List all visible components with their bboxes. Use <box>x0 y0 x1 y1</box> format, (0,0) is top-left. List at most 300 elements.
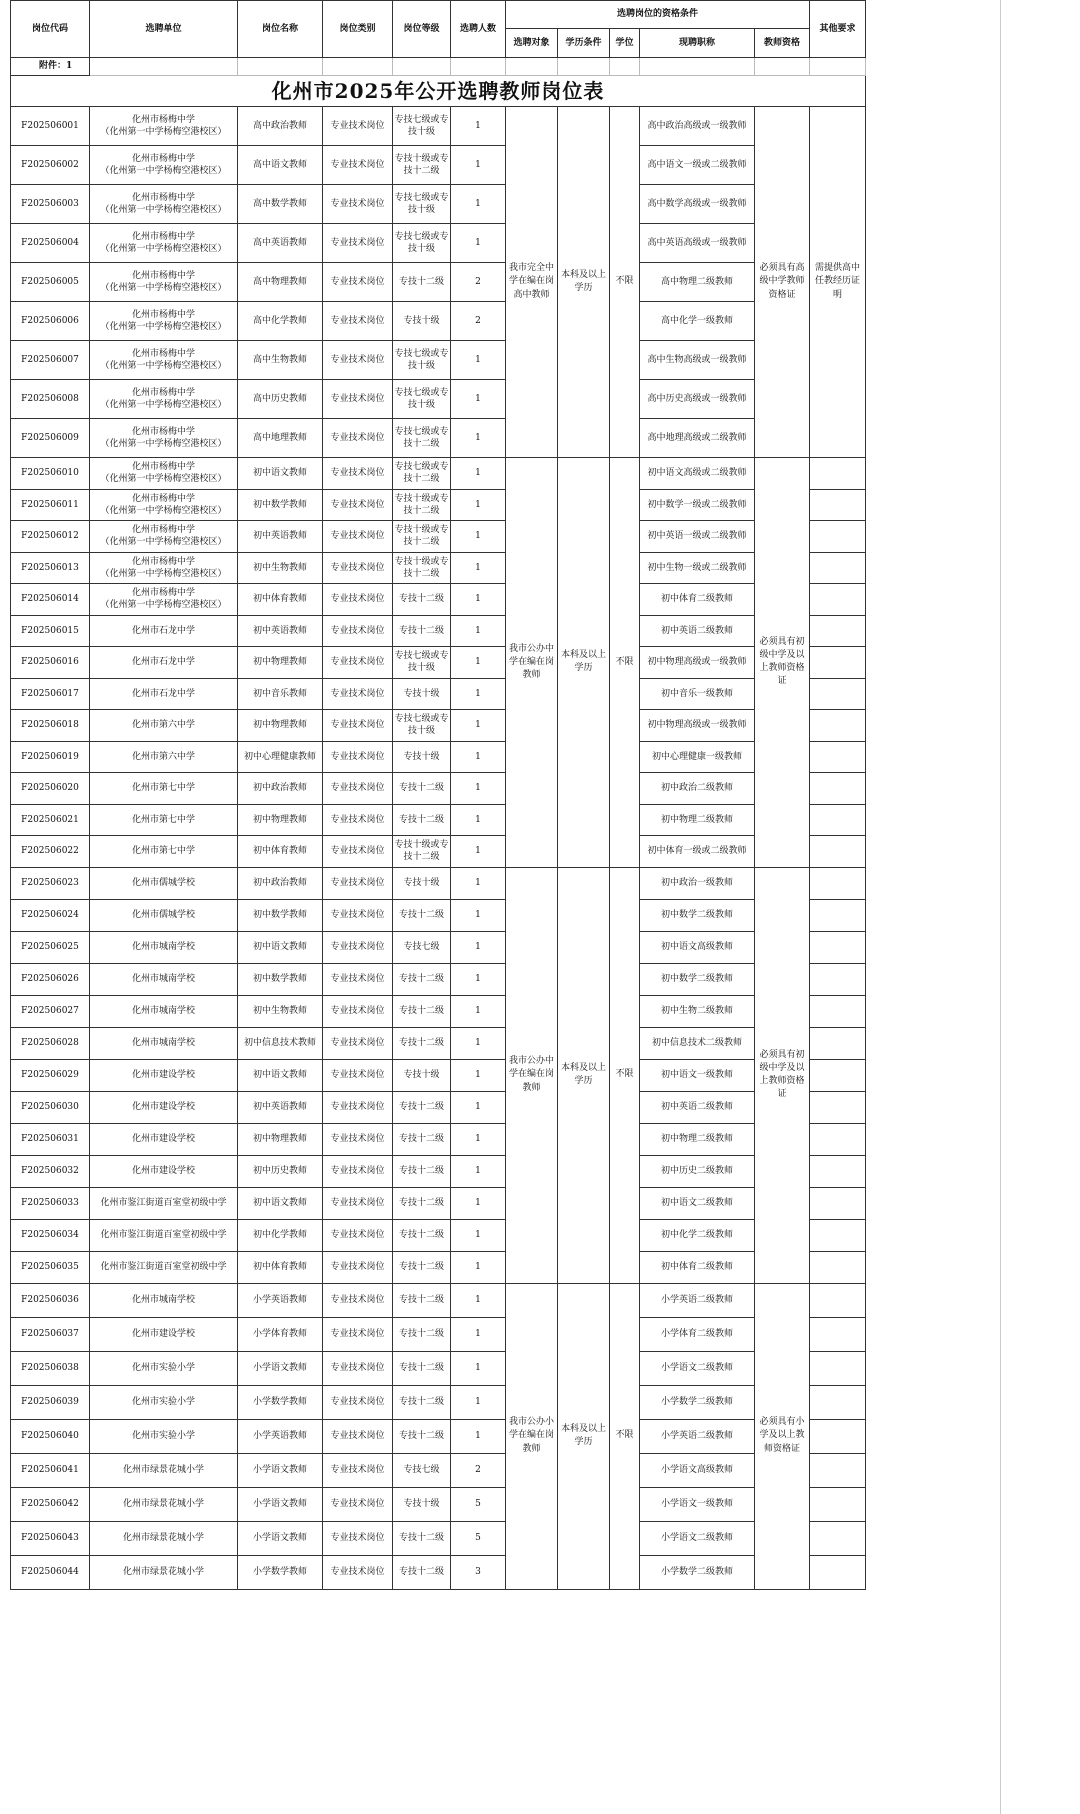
position-code: F202506032 <box>11 1155 90 1187</box>
position-level: 专技七级或专技十级 <box>393 710 451 742</box>
position-code: F202506016 <box>11 647 90 679</box>
position-name: 初中化学教师 <box>238 1219 323 1251</box>
header-name: 岗位名称 <box>238 1 323 58</box>
current-title: 初中体育二级教师 <box>640 584 755 616</box>
position-code: F202506015 <box>11 615 90 647</box>
table-row <box>11 678 866 710</box>
table-row <box>11 1521 866 1555</box>
position-name: 初中语文教师 <box>238 931 323 963</box>
other-requirement <box>810 1453 866 1487</box>
current-title: 初中数学一级或二级教师 <box>640 489 755 521</box>
education-requirement: 本科及以上学历 <box>558 1283 610 1589</box>
hire-count: 1 <box>451 1155 506 1187</box>
position-level: 专技十级或专技十二级 <box>393 146 451 185</box>
position-name: 初中体育教师 <box>238 836 323 868</box>
position-code: F202506003 <box>11 185 90 224</box>
title-row <box>11 76 866 107</box>
hire-count: 1 <box>451 1251 506 1283</box>
position-category: 专业技术岗位 <box>323 1027 393 1059</box>
employer-unit: 化州市杨梅中学 （化州第一中学杨梅空港校区） <box>90 419 238 458</box>
current-title: 初中物理高级或一级教师 <box>640 647 755 679</box>
position-level: 专技十二级 <box>393 1027 451 1059</box>
table-row <box>11 552 866 584</box>
employer-unit: 化州市杨梅中学 （化州第一中学杨梅空港校区） <box>90 302 238 341</box>
other-requirement <box>810 1187 866 1219</box>
position-level: 专技十二级 <box>393 804 451 836</box>
position-code: F202506044 <box>11 1555 90 1589</box>
position-code: F202506034 <box>11 1219 90 1251</box>
position-category: 专业技术岗位 <box>323 341 393 380</box>
table-row <box>11 995 866 1027</box>
position-code: F202506005 <box>11 263 90 302</box>
employer-unit: 化州市杨梅中学 （化州第一中学杨梅空港校区） <box>90 521 238 553</box>
position-category: 专业技术岗位 <box>323 146 393 185</box>
other-requirement <box>810 584 866 616</box>
position-name: 初中物理教师 <box>238 710 323 742</box>
other-requirement <box>810 521 866 553</box>
other-requirement <box>810 836 866 868</box>
position-code: F202506006 <box>11 302 90 341</box>
education-requirement: 本科及以上学历 <box>558 867 610 1283</box>
hire-count: 1 <box>451 741 506 773</box>
hire-count: 1 <box>451 341 506 380</box>
employer-unit: 化州市杨梅中学 （化州第一中学杨梅空港校区） <box>90 489 238 521</box>
position-code: F202506043 <box>11 1521 90 1555</box>
position-name: 小学语文教师 <box>238 1351 323 1385</box>
other-requirement <box>810 489 866 521</box>
position-code: F202506013 <box>11 552 90 584</box>
position-level: 专技七级或专技十级 <box>393 380 451 419</box>
sheet-gridline <box>1000 0 1001 1814</box>
table-row <box>11 647 866 679</box>
other-requirement <box>810 1027 866 1059</box>
hire-count: 3 <box>451 1555 506 1589</box>
hire-count: 2 <box>451 1453 506 1487</box>
current-title: 高中地理高级或二级教师 <box>640 419 755 458</box>
position-level: 专技七级或专技十级 <box>393 341 451 380</box>
position-level: 专技十二级 <box>393 615 451 647</box>
position-code: F202506018 <box>11 710 90 742</box>
employer-unit: 化州市石龙中学 <box>90 647 238 679</box>
position-name: 初中生物教师 <box>238 552 323 584</box>
position-level: 专技十二级 <box>393 1187 451 1219</box>
position-level: 专技十级 <box>393 867 451 899</box>
position-name: 初中语文教师 <box>238 1187 323 1219</box>
current-title: 初中英语一级或二级教师 <box>640 521 755 553</box>
current-title: 小学语文二级教师 <box>640 1521 755 1555</box>
position-code: F202506031 <box>11 1123 90 1155</box>
position-level: 专技十二级 <box>393 1123 451 1155</box>
current-title: 高中历史高级或一级教师 <box>640 380 755 419</box>
position-code: F202506033 <box>11 1187 90 1219</box>
position-code: F202506026 <box>11 963 90 995</box>
other-requirement <box>810 1283 866 1317</box>
employer-unit: 化州市实验小学 <box>90 1419 238 1453</box>
header-conditions: 选聘岗位的资格条件 <box>506 1 810 29</box>
hire-count: 1 <box>451 1317 506 1351</box>
position-category: 专业技术岗位 <box>323 1521 393 1555</box>
hire-count: 1 <box>451 963 506 995</box>
header-other: 其他要求 <box>810 1 866 58</box>
hire-count: 1 <box>451 521 506 553</box>
other-requirement <box>810 995 866 1027</box>
hire-count: 1 <box>451 710 506 742</box>
position-name: 初中物理教师 <box>238 647 323 679</box>
attachment-label: 附件：1 <box>11 58 90 76</box>
position-category: 专业技术岗位 <box>323 419 393 458</box>
other-requirement <box>810 1219 866 1251</box>
teacher-certificate: 必须具有小学及以上教师资格证 <box>755 1283 810 1589</box>
position-code: F202506007 <box>11 341 90 380</box>
table-row <box>11 867 866 899</box>
position-category: 专业技术岗位 <box>323 1487 393 1521</box>
header-unit: 选聘单位 <box>90 1 238 58</box>
employer-unit: 化州市城南学校 <box>90 995 238 1027</box>
position-level: 专技七级或专技十二级 <box>393 458 451 490</box>
position-level: 专技十二级 <box>393 995 451 1027</box>
position-name: 初中英语教师 <box>238 521 323 553</box>
position-code: F202506014 <box>11 584 90 616</box>
table-row <box>11 1283 866 1317</box>
table-header <box>11 1 866 58</box>
position-category: 专业技术岗位 <box>323 1251 393 1283</box>
position-name: 小学体育教师 <box>238 1317 323 1351</box>
position-category: 专业技术岗位 <box>323 584 393 616</box>
table-row <box>11 458 866 490</box>
other-requirement <box>810 615 866 647</box>
employer-unit: 化州市城南学校 <box>90 1027 238 1059</box>
hire-count: 1 <box>451 678 506 710</box>
current-title: 初中语文一级教师 <box>640 1059 755 1091</box>
employer-unit: 化州市杨梅中学 （化州第一中学杨梅空港校区） <box>90 224 238 263</box>
other-requirement <box>810 1155 866 1187</box>
other-requirement <box>810 710 866 742</box>
position-category: 专业技术岗位 <box>323 107 393 146</box>
table-row <box>11 263 866 302</box>
table-row <box>11 521 866 553</box>
current-title: 初中历史二级教师 <box>640 1155 755 1187</box>
employer-unit: 化州市实验小学 <box>90 1351 238 1385</box>
position-level: 专技七级或专技十级 <box>393 647 451 679</box>
employer-unit: 化州市杨梅中学 （化州第一中学杨梅空港校区） <box>90 552 238 584</box>
position-category: 专业技术岗位 <box>323 1385 393 1419</box>
education-requirement: 本科及以上学历 <box>558 458 610 868</box>
employer-unit: 化州市建设学校 <box>90 1317 238 1351</box>
table-row <box>11 804 866 836</box>
position-category: 专业技术岗位 <box>323 963 393 995</box>
position-level: 专技十二级 <box>393 1555 451 1589</box>
table-row <box>11 1059 866 1091</box>
header-code: 岗位代码 <box>11 1 90 58</box>
positions-table <box>10 0 866 1590</box>
position-name: 初中心理健康教师 <box>238 741 323 773</box>
position-category: 专业技术岗位 <box>323 1155 393 1187</box>
position-name: 高中语文教师 <box>238 146 323 185</box>
degree-requirement: 不限 <box>610 867 640 1283</box>
current-title: 小学语文一级教师 <box>640 1487 755 1521</box>
current-title: 初中语文高级教师 <box>640 931 755 963</box>
page-title: 化州市2025年公开选聘教师岗位表 <box>11 76 866 107</box>
current-title: 初中生物一级或二级教师 <box>640 552 755 584</box>
position-name: 初中数学教师 <box>238 899 323 931</box>
position-category: 专业技术岗位 <box>323 224 393 263</box>
table-row <box>11 1251 866 1283</box>
position-name: 小学英语教师 <box>238 1283 323 1317</box>
position-level: 专技十级或专技十二级 <box>393 836 451 868</box>
position-level: 专技十二级 <box>393 1351 451 1385</box>
sheet-top <box>11 58 866 107</box>
table-row <box>11 963 866 995</box>
employer-unit: 化州市城南学校 <box>90 963 238 995</box>
hire-count: 1 <box>451 995 506 1027</box>
position-name: 初中语文教师 <box>238 1059 323 1091</box>
current-title: 初中生物二级教师 <box>640 995 755 1027</box>
position-name: 小学数学教师 <box>238 1555 323 1589</box>
employer-unit: 化州市绿景花城小学 <box>90 1487 238 1521</box>
other-requirement <box>810 552 866 584</box>
employer-unit: 化州市实验小学 <box>90 1385 238 1419</box>
position-category: 专业技术岗位 <box>323 380 393 419</box>
table-row <box>11 584 866 616</box>
hire-count: 1 <box>451 931 506 963</box>
position-category: 专业技术岗位 <box>323 302 393 341</box>
hire-count: 1 <box>451 1059 506 1091</box>
hire-count: 1 <box>451 804 506 836</box>
header-level: 岗位等级 <box>393 1 451 58</box>
employer-unit: 化州市儒城学校 <box>90 867 238 899</box>
table-row <box>11 1555 866 1589</box>
current-title: 初中音乐一级教师 <box>640 678 755 710</box>
position-level: 专技十级或专技十二级 <box>393 489 451 521</box>
position-level: 专技十二级 <box>393 263 451 302</box>
other-requirement <box>810 963 866 995</box>
employer-unit: 化州市石龙中学 <box>90 615 238 647</box>
position-level: 专技七级 <box>393 931 451 963</box>
table-row <box>11 107 866 146</box>
position-category: 专业技术岗位 <box>323 1453 393 1487</box>
hire-count: 1 <box>451 1091 506 1123</box>
position-category: 专业技术岗位 <box>323 1555 393 1589</box>
position-code: F202506023 <box>11 867 90 899</box>
position-category: 专业技术岗位 <box>323 899 393 931</box>
hire-count: 2 <box>451 263 506 302</box>
header-title-now: 现聘职称 <box>640 29 755 58</box>
employer-unit: 化州市杨梅中学 （化州第一中学杨梅空港校区） <box>90 458 238 490</box>
eligible-target: 我市公办小学在编在岗教师 <box>506 1283 558 1589</box>
position-name: 初中数学教师 <box>238 489 323 521</box>
current-title: 初中信息技术二级教师 <box>640 1027 755 1059</box>
teacher-certificate: 必须具有初级中学及以上教师资格证 <box>755 867 810 1283</box>
current-title: 高中语文一级或二级教师 <box>640 146 755 185</box>
current-title: 高中数学高级或一级教师 <box>640 185 755 224</box>
position-name: 初中音乐教师 <box>238 678 323 710</box>
current-title: 初中物理二级教师 <box>640 804 755 836</box>
position-name: 初中政治教师 <box>238 773 323 805</box>
position-category: 专业技术岗位 <box>323 773 393 805</box>
table-row <box>11 1219 866 1251</box>
employer-unit: 化州市杨梅中学 （化州第一中学杨梅空港校区） <box>90 107 238 146</box>
position-code: F202506028 <box>11 1027 90 1059</box>
position-category: 专业技术岗位 <box>323 1419 393 1453</box>
position-name: 初中物理教师 <box>238 804 323 836</box>
hire-count: 1 <box>451 458 506 490</box>
current-title: 初中数学二级教师 <box>640 899 755 931</box>
current-title: 初中数学二级教师 <box>640 963 755 995</box>
hire-count: 1 <box>451 867 506 899</box>
position-name: 小学语文教师 <box>238 1487 323 1521</box>
position-category: 专业技术岗位 <box>323 995 393 1027</box>
position-category: 专业技术岗位 <box>323 1123 393 1155</box>
employer-unit: 化州市杨梅中学 （化州第一中学杨梅空港校区） <box>90 263 238 302</box>
position-code: F202506038 <box>11 1351 90 1385</box>
position-code: F202506030 <box>11 1091 90 1123</box>
table-row <box>11 1385 866 1419</box>
other-requirement <box>810 1251 866 1283</box>
header-degree: 学位 <box>610 29 640 58</box>
position-category: 专业技术岗位 <box>323 836 393 868</box>
position-level: 专技十二级 <box>393 1419 451 1453</box>
position-level: 专技七级或专技十级 <box>393 185 451 224</box>
current-title: 小学数学二级教师 <box>640 1385 755 1419</box>
hire-count: 1 <box>451 647 506 679</box>
position-level: 专技十级 <box>393 1059 451 1091</box>
hire-count: 1 <box>451 1187 506 1219</box>
table-row <box>11 1487 866 1521</box>
position-category: 专业技术岗位 <box>323 521 393 553</box>
position-name: 初中语文教师 <box>238 458 323 490</box>
other-requirement <box>810 1419 866 1453</box>
position-level: 专技十级 <box>393 741 451 773</box>
hire-count: 1 <box>451 1351 506 1385</box>
position-level: 专技十二级 <box>393 1317 451 1351</box>
hire-count: 1 <box>451 1419 506 1453</box>
employer-unit: 化州市杨梅中学 （化州第一中学杨梅空港校区） <box>90 146 238 185</box>
hire-count: 1 <box>451 552 506 584</box>
position-level: 专技十二级 <box>393 1251 451 1283</box>
position-level: 专技十二级 <box>393 899 451 931</box>
employer-unit: 化州市第七中学 <box>90 836 238 868</box>
eligible-target: 我市公办中学在编在岗教师 <box>506 867 558 1283</box>
other-requirement <box>810 1123 866 1155</box>
position-code: F202506004 <box>11 224 90 263</box>
position-code: F202506011 <box>11 489 90 521</box>
position-level: 专技七级 <box>393 1453 451 1487</box>
header-category: 岗位类别 <box>323 1 393 58</box>
table-row <box>11 419 866 458</box>
hire-count: 1 <box>451 1219 506 1251</box>
position-level: 专技十级 <box>393 1487 451 1521</box>
position-name: 小学语文教师 <box>238 1453 323 1487</box>
hire-count: 1 <box>451 899 506 931</box>
header-count: 选聘人数 <box>451 1 506 58</box>
current-title: 高中英语高级或一级教师 <box>640 224 755 263</box>
position-category: 专业技术岗位 <box>323 1283 393 1317</box>
hire-count: 1 <box>451 615 506 647</box>
education-requirement: 本科及以上学历 <box>558 107 610 458</box>
employer-unit: 化州市鉴江街道百室堂初级中学 <box>90 1219 238 1251</box>
position-code: F202506017 <box>11 678 90 710</box>
current-title: 初中化学二级教师 <box>640 1219 755 1251</box>
position-category: 专业技术岗位 <box>323 678 393 710</box>
current-title: 小学语文高级教师 <box>640 1453 755 1487</box>
employer-unit: 化州市城南学校 <box>90 1283 238 1317</box>
other-requirement <box>810 1385 866 1419</box>
employer-unit: 化州市儒城学校 <box>90 899 238 931</box>
current-title: 小学数学二级教师 <box>640 1555 755 1589</box>
employer-unit: 化州市杨梅中学 （化州第一中学杨梅空港校区） <box>90 341 238 380</box>
employer-unit: 化州市石龙中学 <box>90 678 238 710</box>
spreadsheet <box>10 0 866 1590</box>
other-requirement <box>810 899 866 931</box>
hire-count: 1 <box>451 419 506 458</box>
position-level: 专技十二级 <box>393 963 451 995</box>
position-name: 高中生物教师 <box>238 341 323 380</box>
hire-count: 1 <box>451 185 506 224</box>
hire-count: 1 <box>451 1123 506 1155</box>
other-requirement <box>810 1091 866 1123</box>
other-requirement <box>810 678 866 710</box>
hire-count: 2 <box>451 302 506 341</box>
position-category: 专业技术岗位 <box>323 1219 393 1251</box>
position-category: 专业技术岗位 <box>323 931 393 963</box>
position-level: 专技七级或专技十级 <box>393 224 451 263</box>
position-name: 高中政治教师 <box>238 107 323 146</box>
position-name: 初中信息技术教师 <box>238 1027 323 1059</box>
hire-count: 1 <box>451 107 506 146</box>
position-level: 专技七级或专技十二级 <box>393 419 451 458</box>
position-category: 专业技术岗位 <box>323 1059 393 1091</box>
position-level: 专技十二级 <box>393 1521 451 1555</box>
position-name: 初中英语教师 <box>238 1091 323 1123</box>
table-row <box>11 836 866 868</box>
other-requirement <box>810 931 866 963</box>
position-code: F202506040 <box>11 1419 90 1453</box>
position-level: 专技十级 <box>393 302 451 341</box>
position-level: 专技十二级 <box>393 584 451 616</box>
current-title: 初中体育二级教师 <box>640 1251 755 1283</box>
current-title: 高中政治高级或一级教师 <box>640 107 755 146</box>
position-level: 专技十二级 <box>393 773 451 805</box>
other-requirement <box>810 1487 866 1521</box>
position-name: 初中政治教师 <box>238 867 323 899</box>
employer-unit: 化州市鉴江街道百室堂初级中学 <box>90 1187 238 1219</box>
position-code: F202506002 <box>11 146 90 185</box>
position-category: 专业技术岗位 <box>323 1317 393 1351</box>
position-code: F202506029 <box>11 1059 90 1091</box>
position-code: F202506010 <box>11 458 90 490</box>
position-name: 初中生物教师 <box>238 995 323 1027</box>
table-row <box>11 380 866 419</box>
current-title: 高中化学一级教师 <box>640 302 755 341</box>
position-code: F202506039 <box>11 1385 90 1419</box>
hire-count: 1 <box>451 1283 506 1317</box>
position-code: F202506008 <box>11 380 90 419</box>
position-name: 小学数学教师 <box>238 1385 323 1419</box>
position-name: 小学语文教师 <box>238 1521 323 1555</box>
position-category: 专业技术岗位 <box>323 741 393 773</box>
employer-unit: 化州市绿景花城小学 <box>90 1453 238 1487</box>
hire-count: 1 <box>451 773 506 805</box>
position-category: 专业技术岗位 <box>323 263 393 302</box>
position-level: 专技十二级 <box>393 1091 451 1123</box>
table-row <box>11 931 866 963</box>
position-code: F202506035 <box>11 1251 90 1283</box>
header-target: 选聘对象 <box>506 29 558 58</box>
position-category: 专业技术岗位 <box>323 710 393 742</box>
table-row <box>11 302 866 341</box>
position-category: 专业技术岗位 <box>323 552 393 584</box>
degree-requirement: 不限 <box>610 1283 640 1589</box>
